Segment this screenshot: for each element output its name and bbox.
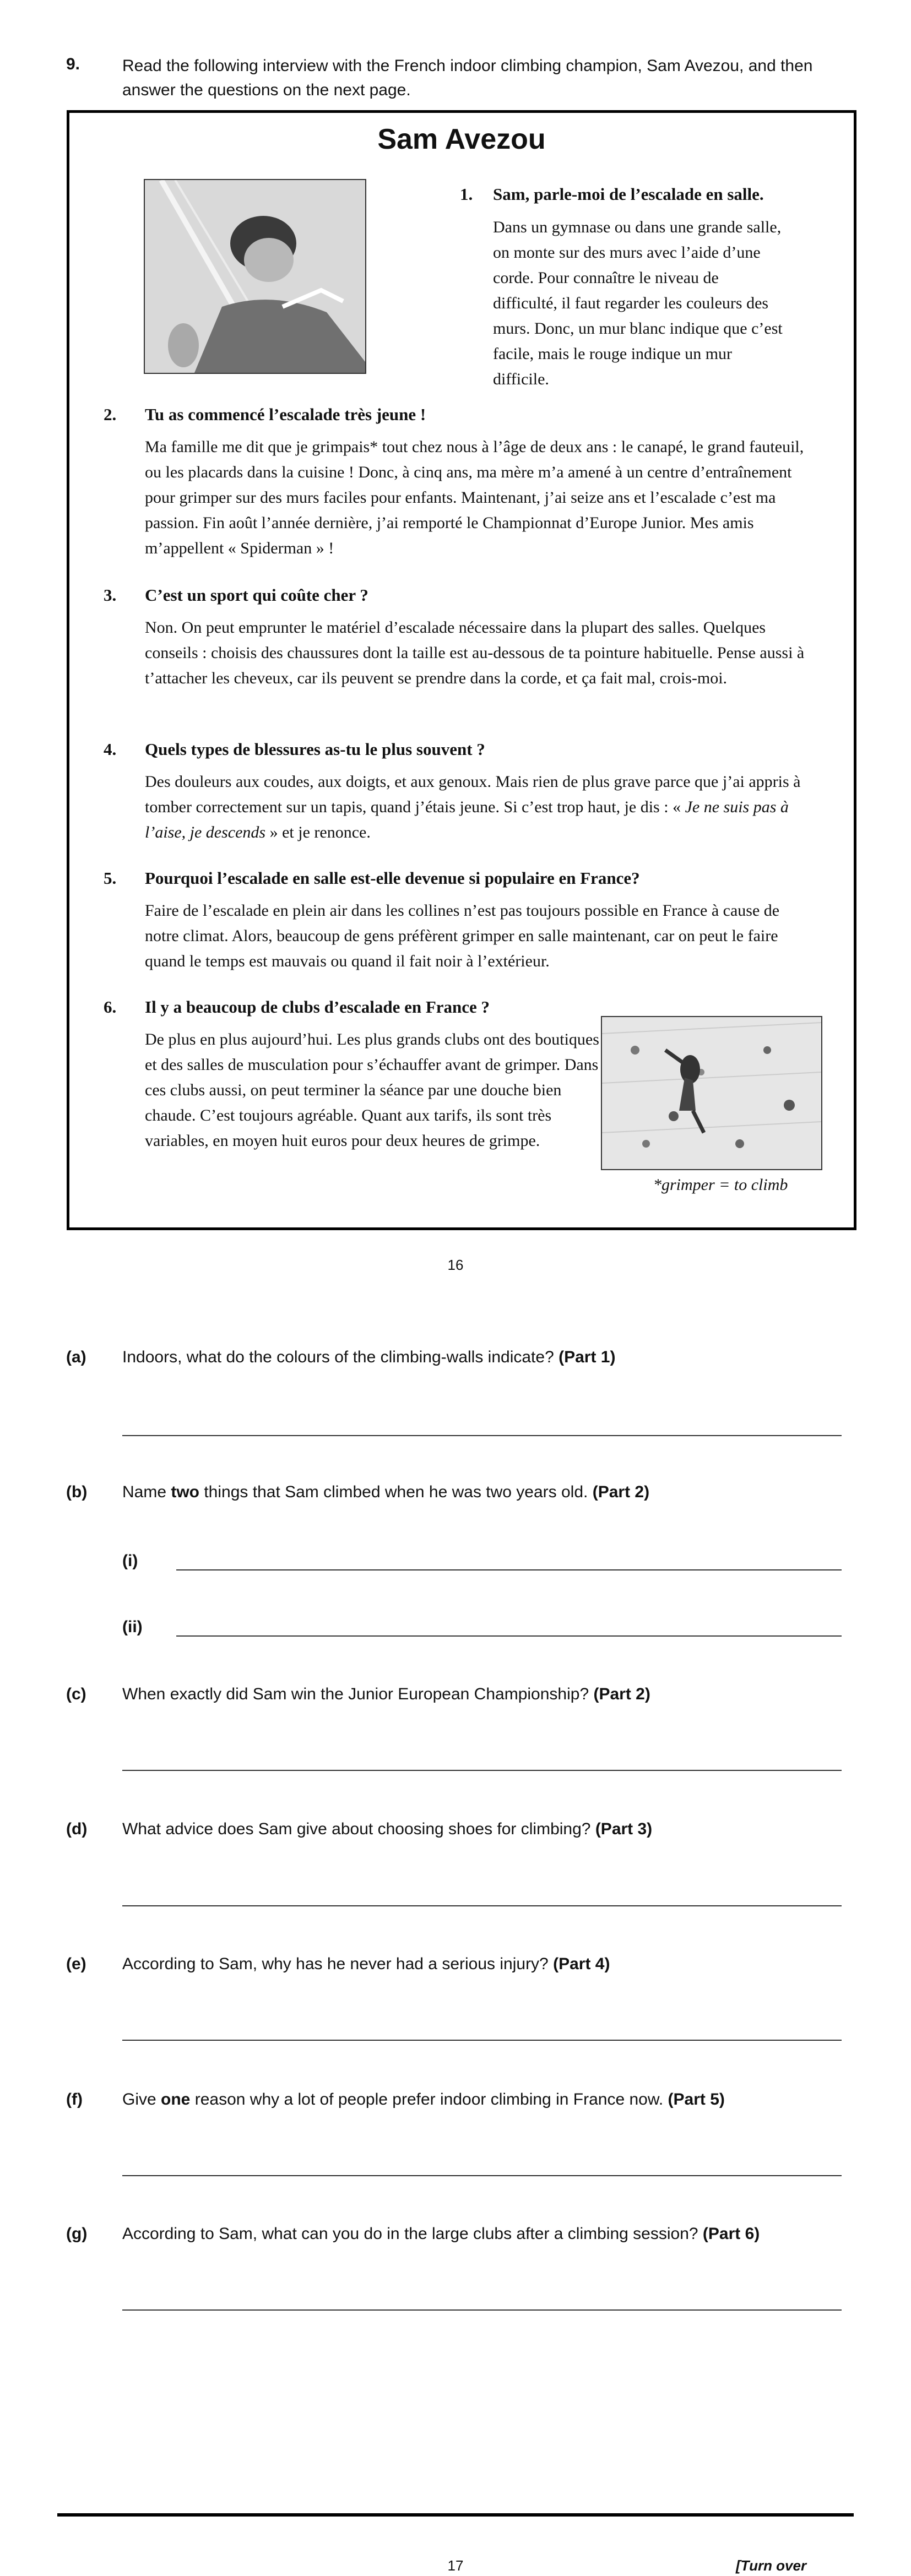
section-4-number: 4. <box>104 740 117 759</box>
question-e-text <box>122 1955 838 1974</box>
question-c-text <box>122 1685 838 1704</box>
question-c-pre: When exactly did Sam win the Junior European Championship? <box>122 1685 594 1703</box>
interview-title: Sam Avezou <box>377 123 546 155</box>
question-intro: Read the following interview with the French indoor climbing champion, Sam Avezou, and then answer the questions on the next page. <box>122 57 813 99</box>
question-b-sub-ii: (ii) <box>122 1618 143 1636</box>
section-6-number: 6. <box>104 997 117 1017</box>
question-b-text <box>122 1483 838 1502</box>
turn-over-note: [Turn over <box>736 2557 807 2574</box>
section-4-answer <box>145 769 806 845</box>
answer-line-b-ii[interactable] <box>176 1635 842 1637</box>
section-5-answer: Faire de l’escalade en plein air dans les collines n’est pas toujours possible en France à cause de notre climat. Alors, beaucoup de gens préfèrent grimper en salle maintenant, car on peut le faire quand le temps est mauvais ou quand il fait noir à l’extérieur. <box>145 901 780 970</box>
section-4-answer-b: » et je renonce. <box>265 823 371 841</box>
question-d-text <box>122 1820 838 1839</box>
page-number-17: 17 <box>447 2557 464 2574</box>
question-a-label: (a) <box>66 1348 86 1366</box>
climber-portrait-icon <box>145 180 365 373</box>
question-g-pre: According to Sam, what can you do in the large clubs after a climbing session? <box>122 2225 703 2243</box>
section-2-number: 2. <box>104 405 117 424</box>
question-e-label: (e) <box>66 1955 86 1973</box>
answer-line-f[interactable] <box>122 2175 842 2176</box>
question-f-label: (f) <box>66 2090 83 2108</box>
question-f-bold: one <box>161 2090 191 2108</box>
section-3-number: 3. <box>104 585 117 605</box>
question-c-label: (c) <box>66 1685 86 1703</box>
climbing-wall-icon <box>602 1017 821 1169</box>
question-f-post: reason why a lot of people prefer indoor climbing in France now. <box>190 2090 668 2108</box>
answer-line-a[interactable] <box>122 1435 842 1436</box>
interview-box <box>67 110 856 1230</box>
section-6-question: Il y a beaucoup de clubs d’escalade en France ? <box>145 997 490 1017</box>
glossary-note: *grimper = to climb <box>653 1176 788 1194</box>
question-number: 9. <box>66 55 80 73</box>
answer-line-e[interactable] <box>122 2040 842 2041</box>
section-4-answer-a: Des douleurs aux coudes, aux doigts, et aux genoux. Mais rien de plus grave parce que j’ai appris à tomber correctement sur un tapis, quand j’étais jeune. Si c’est trop haut, je dis : « <box>145 773 801 816</box>
answer-line-c[interactable] <box>122 1770 842 1771</box>
answer-line-d[interactable] <box>122 1905 842 1906</box>
question-e-ref: (Part 4) <box>553 1955 610 1973</box>
section-4-question: Quels types de blessures as-tu le plus souvent ? <box>145 740 485 759</box>
question-d-pre: What advice does Sam give about choosing shoes for climbing? <box>122 1820 595 1838</box>
page-number-16: 16 <box>447 1257 464 1273</box>
question-f-ref: (Part 5) <box>668 2090 725 2108</box>
question-d-ref: (Part 3) <box>595 1820 653 1838</box>
question-g-text <box>122 2225 838 2243</box>
question-a-pre: Indoors, what do the colours of the climbing-walls indicate? <box>122 1348 559 1366</box>
question-b-post: things that Sam climbed when he was two years old. <box>199 1483 593 1501</box>
question-a-text <box>122 1348 838 1367</box>
question-b-label: (b) <box>66 1483 88 1501</box>
section-3-question: C’est un sport qui coûte cher ? <box>145 585 368 605</box>
question-g-label: (g) <box>66 2225 88 2243</box>
question-b-ref: (Part 2) <box>592 1483 650 1501</box>
section-4-answer-italic: Je ne suis pas à l’aise, je descends <box>145 798 789 841</box>
section-2-answer: Ma famille me dit que je grimpais* tout chez nous à l’âge de deux ans : le canapé, le grand fauteuil, ou les placards dans la cuisine ! Donc, à cinq ans, ma mère m’a amené à un centre d’entraînement pour grimper sur des murs faciles pour enfants. Maintenant, j’ai seize ans et l’escalade c’est ma passion. Fin août l’année dernière, j’ai remporté le Championnat d’Europe Junior. Mes amis m’appellent « Spiderman » ! <box>145 438 804 557</box>
question-d-label: (d) <box>66 1820 88 1838</box>
section-3-answer: Non. On peut emprunter le matériel d’escalade nécessaire dans la plupart des salles. Quelques conseils : choisis des chaussures dont la taille est au-dessous de ta pointure habituelle. Pense aussi à t’attacher les cheveux, car ils peuvent se prendre dans la corde, et ça fait mal, crois-moi. <box>145 618 805 687</box>
answer-line-b-i[interactable] <box>176 1569 842 1570</box>
question-g-ref: (Part 6) <box>702 2225 760 2243</box>
question-c-ref: (Part 2) <box>593 1685 650 1703</box>
question-e-pre: According to Sam, why has he never had a serious injury? <box>122 1955 554 1973</box>
section-6-answer: De plus en plus aujourd’hui. Les plus grands clubs ont des boutiques et des salles de musculation pour s’échauffer avant de grimper. Dans ces clubs aussi, on peut terminer la séance par une douche bien chaude. C’est toujours agréable. Quant aux tarifs, ils sont très variables, en moyen huit euros pour deux heures de grimpe. <box>145 1030 599 1150</box>
footer-rule <box>57 2513 854 2517</box>
section-5-number: 5. <box>104 868 117 888</box>
section-1-answer: Dans un gymnase ou dans une grande salle, on monte sur des murs avec l’aide d’une corde. Pour connaître le niveau de difficulté, il faut regarder les couleurs des murs. Donc, un mur blanc indique que c’est facile, mais le rouge indique un mur difficile. <box>493 218 783 388</box>
question-b-sub-i: (i) <box>122 1552 138 1570</box>
question-f-pre: Give <box>122 2090 161 2108</box>
section-5-question: Pourquoi l’escalade en salle est-elle devenue si populaire en France? <box>145 868 640 888</box>
question-b-bold: two <box>171 1483 200 1501</box>
section-1-question: Sam, parle-moi de l’escalade en salle. <box>493 184 764 204</box>
question-b-pre: Name <box>122 1483 171 1501</box>
section-2-question: Tu as commencé l’escalade très jeune ! <box>145 405 426 424</box>
section-1-number: 1. <box>460 184 473 204</box>
question-f-text <box>122 2090 838 2109</box>
climber-portrait-photo <box>144 179 366 374</box>
climbing-wall-photo <box>601 1016 822 1170</box>
question-a-ref: (Part 1) <box>558 1348 616 1366</box>
answer-line-g[interactable] <box>122 2309 842 2311</box>
